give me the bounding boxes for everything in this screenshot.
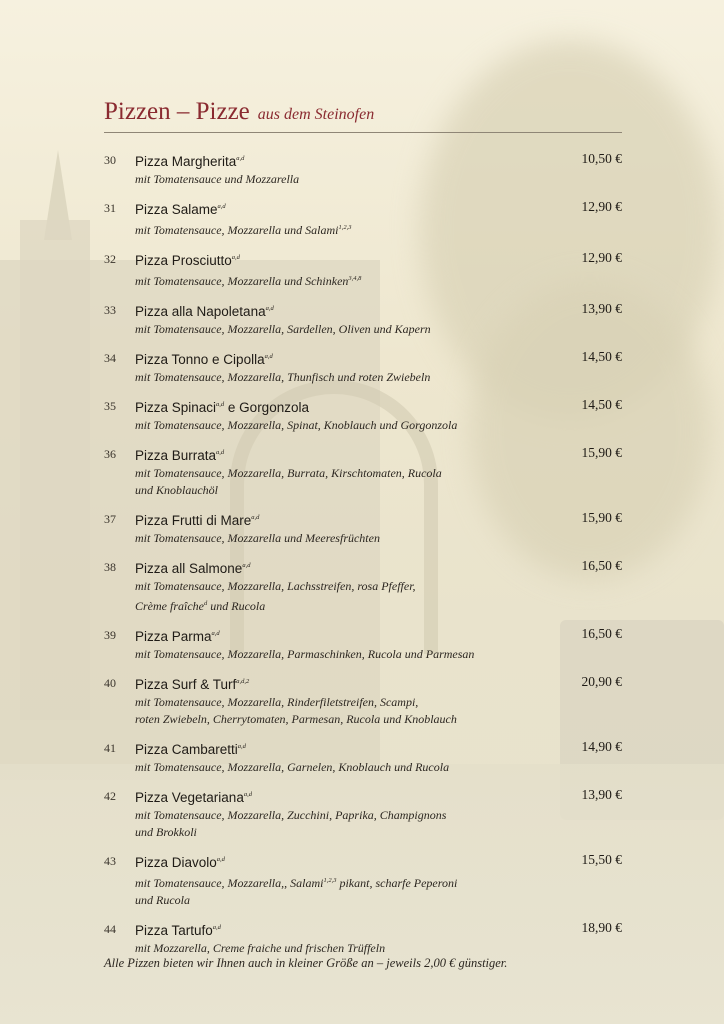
description-text: und Knoblauchöl <box>135 483 218 497</box>
description-text: mit Tomatensauce, Mozzarella, Spinat, Knoblauch und Gorgonzola <box>135 418 458 432</box>
menu-item <box>104 738 622 776</box>
menu-item <box>104 509 622 547</box>
item-name-text: Pizza Salame <box>135 202 218 217</box>
item-name-text: Pizza Cambaretti <box>135 742 238 757</box>
description-text: mit Tomatensauce, Mozzarella und Meeresfrüchten <box>135 531 380 545</box>
menu-item <box>104 851 622 909</box>
allergen-codes: a,d <box>236 155 245 162</box>
item-description <box>135 646 555 663</box>
item-number: 39 <box>104 628 116 642</box>
section-heading <box>104 98 622 133</box>
pizza-menu-list <box>104 150 622 967</box>
item-price: 16,50 € <box>581 558 622 573</box>
description-text: mit Tomatensauce, Mozzarella,, Salami <box>135 876 324 890</box>
description-text: und Rucola <box>135 893 190 907</box>
item-price: 20,90 € <box>581 674 622 689</box>
allergen-codes: a,d <box>231 254 240 261</box>
description-text: mit Tomatensauce, Mozzarella, Rinderfiletstreifen, Scampi, <box>135 695 419 709</box>
menu-item <box>104 444 622 499</box>
item-name <box>135 625 622 646</box>
item-description <box>135 270 555 290</box>
menu-item <box>104 557 622 615</box>
item-name-text: Pizza Tartufo <box>135 923 213 938</box>
item-description <box>135 465 555 499</box>
menu-item <box>104 150 622 188</box>
item-name-text: Pizza Parma <box>135 629 212 644</box>
item-name-text: Pizza Margherita <box>135 154 237 169</box>
item-number: 37 <box>104 512 116 526</box>
menu-item <box>104 198 622 239</box>
description-text: Crème fraîche <box>135 599 204 613</box>
item-number: 43 <box>104 854 116 868</box>
item-price: 13,90 € <box>581 787 622 802</box>
item-description <box>135 759 555 776</box>
item-description <box>135 321 555 338</box>
item-number: 33 <box>104 303 116 317</box>
item-name-text: Pizza alla Napoletana <box>135 304 266 319</box>
description-text: mit Mozzarella, Creme fraiche und frischen Trüffeln <box>135 941 386 955</box>
additive-codes: d <box>203 600 208 607</box>
item-description <box>135 219 555 239</box>
description-text: mit Tomatensauce, Mozzarella, Garnelen, Knoblauch und Rucola <box>135 760 450 774</box>
item-description <box>135 807 555 841</box>
item-number: 42 <box>104 789 116 803</box>
description-text: mit Tomatensauce, Mozzarella, Lachsstreifen, rosa Pfeffer, <box>135 579 416 593</box>
description-text: mit Tomatensauce, Mozzarella, Zucchini, Paprika, Champignons <box>135 808 447 822</box>
allergen-codes: a,d <box>237 743 246 750</box>
menu-item <box>104 300 622 338</box>
item-name <box>135 300 622 321</box>
item-name-text: Pizza all Salmone <box>135 561 243 576</box>
description-text: mit Tomatensauce, Mozzarella, Thunfisch und roten Zwiebeln <box>135 370 431 384</box>
allergen-codes: a,d <box>264 353 273 360</box>
additive-codes: 1,2,3 <box>323 877 337 884</box>
item-price: 18,90 € <box>581 920 622 935</box>
heading-subtitle: aus dem Steinofen <box>257 106 375 123</box>
item-price: 10,50 € <box>581 151 622 166</box>
item-name <box>135 851 622 872</box>
item-name <box>135 673 622 694</box>
item-description <box>135 578 555 615</box>
description-text: mit Tomatensauce und Mozzarella <box>135 172 300 186</box>
item-name <box>135 557 622 578</box>
item-number: 41 <box>104 741 116 755</box>
item-name <box>135 150 622 171</box>
item-number: 36 <box>104 447 116 461</box>
item-name <box>135 348 622 369</box>
item-name-rest: e Gorgonzola <box>224 400 309 415</box>
item-name-text: Pizza Frutti di Mare <box>135 513 252 528</box>
menu-item <box>104 348 622 386</box>
additive-codes: 1,2,3 <box>338 224 352 231</box>
item-price: 12,90 € <box>581 250 622 265</box>
item-price: 15,90 € <box>581 445 622 460</box>
item-price: 16,50 € <box>581 626 622 641</box>
item-number: 34 <box>104 351 116 365</box>
menu-item <box>104 625 622 663</box>
description-text: mit Tomatensauce, Mozzarella, Burrata, Kirschtomaten, Rucola <box>135 466 442 480</box>
item-price: 14,50 € <box>581 397 622 412</box>
allergen-codes: a,d <box>212 924 221 931</box>
menu-item <box>104 919 622 957</box>
item-price: 14,50 € <box>581 349 622 364</box>
item-name <box>135 738 622 759</box>
item-name-text: Pizza Prosciutto <box>135 253 232 268</box>
description-text: und Brokkoli <box>135 825 197 839</box>
item-name <box>135 396 622 417</box>
allergen-codes: a,d <box>216 401 225 408</box>
allergen-codes: a,d <box>265 305 274 312</box>
allergen-codes: a,d,2 <box>236 678 250 685</box>
description-text: mit Tomatensauce, Mozzarella, Parmaschinken, Rucola und Parmesan <box>135 647 475 661</box>
item-description <box>135 171 555 188</box>
allergen-codes: a,d <box>242 562 251 569</box>
item-number: 44 <box>104 922 116 936</box>
item-description <box>135 369 555 386</box>
item-price: 14,90 € <box>581 739 622 754</box>
item-name-text: Pizza Vegetariana <box>135 790 244 805</box>
item-description <box>135 940 555 957</box>
menu-item <box>104 396 622 434</box>
item-name <box>135 919 622 940</box>
item-number: 38 <box>104 560 116 574</box>
description-text: pikant, scharfe Peperoni <box>336 876 458 890</box>
item-name-text: Pizza Tonno e Cipolla <box>135 352 265 367</box>
item-name-text: Pizza Spinaci <box>135 400 217 415</box>
item-name <box>135 786 622 807</box>
item-name-text: Pizza Surf & Turf <box>135 677 237 692</box>
allergen-codes: a,d <box>216 449 225 456</box>
allergen-codes: a,d <box>243 791 252 798</box>
description-text: mit Tomatensauce, Mozzarella, Sardellen, Oliven und Kapern <box>135 322 431 336</box>
item-name <box>135 509 622 530</box>
item-price: 12,90 € <box>581 199 622 214</box>
allergen-codes: a,d <box>251 514 260 521</box>
item-name-text: Pizza Diavolo <box>135 855 217 870</box>
allergen-codes: a,d <box>216 856 225 863</box>
description-text: mit Tomatensauce, Mozzarella und Salami <box>135 223 339 237</box>
menu-item <box>104 786 622 841</box>
menu-item <box>104 673 622 728</box>
item-number: 40 <box>104 676 116 690</box>
item-number: 30 <box>104 153 116 167</box>
additive-codes: 3,4,8 <box>348 275 362 282</box>
item-description <box>135 417 555 434</box>
item-number: 35 <box>104 399 116 413</box>
menu-item <box>104 249 622 290</box>
footnote: Alle Pizzen bieten wir Ihnen auch in kleiner Größe an – jeweils 2,00 € günstiger. <box>104 956 508 970</box>
item-name <box>135 198 622 219</box>
item-description <box>135 872 555 909</box>
item-name <box>135 444 622 465</box>
allergen-codes: a,d <box>217 203 226 210</box>
description-text: und Rucola <box>207 599 266 613</box>
item-price: 15,90 € <box>581 510 622 525</box>
item-price: 15,50 € <box>581 852 622 867</box>
item-description <box>135 694 555 728</box>
item-name <box>135 249 622 270</box>
description-text: mit Tomatensauce, Mozzarella und Schinken <box>135 274 349 288</box>
item-name-text: Pizza Burrata <box>135 448 217 463</box>
item-description <box>135 530 555 547</box>
description-text: roten Zwiebeln, Cherrytomaten, Parmesan, Rucola und Knoblauch <box>135 712 457 726</box>
item-number: 31 <box>104 201 116 215</box>
heading-title: Pizzen – Pizze <box>104 98 250 125</box>
allergen-codes: a,d <box>211 630 220 637</box>
item-price: 13,90 € <box>581 301 622 316</box>
item-number: 32 <box>104 252 116 266</box>
